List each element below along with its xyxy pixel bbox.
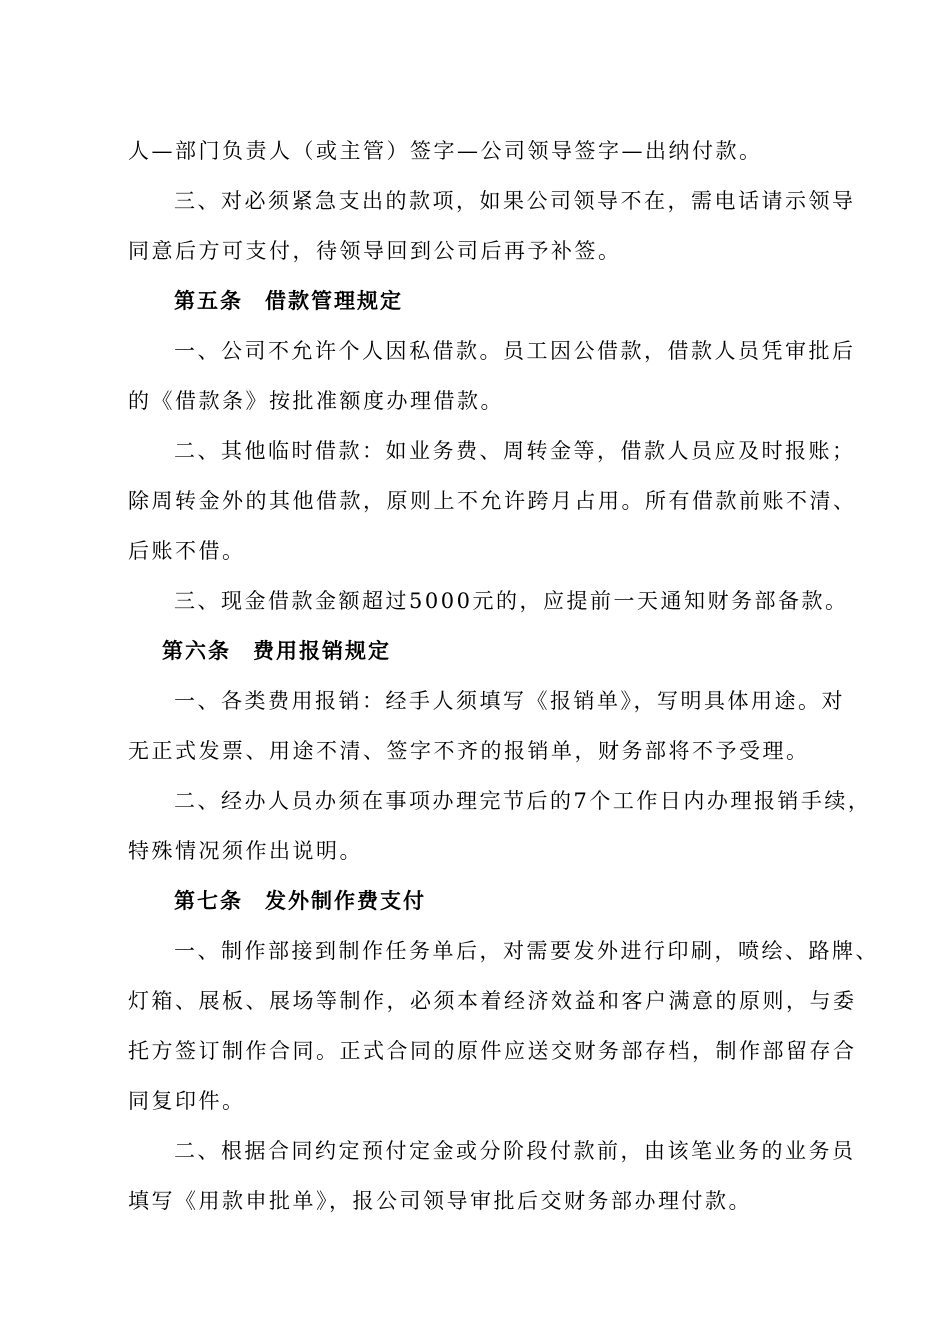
article-number: 第七条 <box>174 888 243 913</box>
paragraph-line: 二、根据合同约定预付定金或分阶段付款前，由该笔业务的业务员 <box>174 1139 856 1163</box>
paragraph-line: 的《借款条》按批准额度办理借款。 <box>128 389 504 413</box>
article-number: 第五条 <box>174 288 243 313</box>
paragraph-line: 同复印件。 <box>128 1089 246 1113</box>
paragraph-line: 后账不借。 <box>128 539 246 563</box>
article-title: 发外制作费支付 <box>265 888 426 913</box>
paragraph-line: 人—部门负责人（或主管）签字—公司领导签字—出纳付款。 <box>128 139 763 163</box>
paragraph-line: 除周转金外的其他借款，原则上不允许跨月占用。所有借款前账不清、 <box>128 489 857 513</box>
paragraph-line: 二、经办人员办须在事项办理完节后的7个工作日内办理报销手续， <box>174 789 872 813</box>
article-heading-6 <box>162 636 391 666</box>
article-title: 借款管理规定 <box>265 288 403 313</box>
paragraph-line: 托方签订制作合同。正式合同的原件应送交财务部存档，制作部留存合 <box>128 1039 857 1063</box>
article-number: 第六条 <box>162 638 231 663</box>
paragraph-line: 三、现金借款金额超过5000元的，应提前一天通知财务部备款。 <box>174 589 849 613</box>
article-title: 费用报销规定 <box>253 638 391 663</box>
article-heading-7 <box>174 886 426 916</box>
paragraph-line: 同意后方可支付，待领导回到公司后再予补签。 <box>128 239 622 263</box>
paragraph-line: 一、制作部接到制作任务单后，对需要发外进行印刷，喷绘、路牌、 <box>174 939 879 963</box>
paragraph-line: 三、对必须紧急支出的款项，如果公司领导不在，需电话请示领导 <box>174 189 856 213</box>
article-heading-5 <box>174 286 403 316</box>
paragraph-line: 特殊情况须作出说明。 <box>128 839 363 863</box>
paragraph-line: 灯箱、展板、展场等制作，必须本着经济效益和客户满意的原则，与委 <box>128 989 857 1013</box>
paragraph-line: 一、各类费用报销：经手人须填写《报销单》，写明具体用途。对 <box>174 689 845 713</box>
paragraph-line: 一、公司不允许个人因私借款。员工因公借款，借款人员凭审批后 <box>174 339 856 363</box>
paragraph-line: 无正式发票、用途不清、签字不齐的报销单，财务部将不予受理。 <box>128 739 810 763</box>
paragraph-line: 填写《用款申批单》，报公司领导审批后交财务部办理付款。 <box>128 1189 752 1213</box>
paragraph-line: 二、其他临时借款：如业务费、周转金等，借款人员应及时报账； <box>174 439 856 463</box>
